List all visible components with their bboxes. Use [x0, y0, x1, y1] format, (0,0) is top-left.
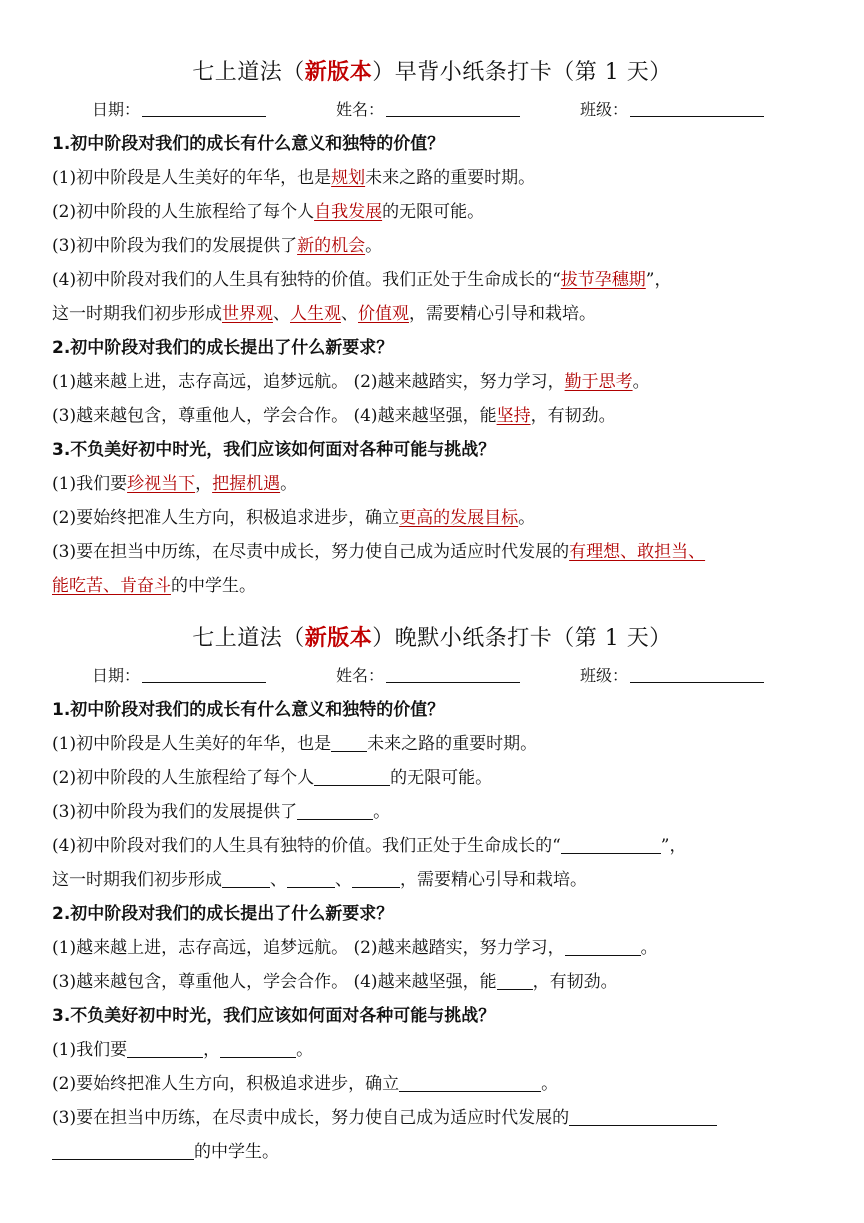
text: (3)要在担当中历练，在尽责中成长，努力使自己成为适应时代发展的: [52, 542, 570, 562]
question-2: 2.初中阶段对我们的成长提出了什么新要求？: [52, 338, 394, 358]
date-blank[interactable]: [142, 96, 266, 117]
fill-blank[interactable]: [287, 869, 335, 888]
text: 。: [541, 1074, 559, 1094]
fill-line: [52, 1101, 814, 1135]
answer-line: [52, 161, 814, 195]
text: 、: [341, 304, 358, 324]
name-label: 姓名：: [336, 666, 385, 685]
text: (1)越来越上进，志存高远，追梦远航。 (2)越来越踏实，努力学习，: [52, 372, 565, 392]
text: (2)初中阶段的人生旅程给了每个人: [52, 768, 315, 788]
text: (2)初中阶段的人生旅程给了每个人: [52, 202, 315, 222]
name-blank[interactable]: [386, 662, 520, 683]
class-field[interactable]: [580, 93, 764, 127]
text: (1)越来越上进，志存高远，追梦远航。 (2)越来越踏实，努力学习，: [52, 938, 565, 958]
text: 、: [273, 304, 290, 324]
text: (1)我们要: [52, 1040, 128, 1060]
text: 的中学生。: [194, 1142, 279, 1162]
key-term: 自我发展: [314, 202, 383, 222]
text: 这一时期我们初步形成: [52, 870, 222, 890]
evening-info-row: [0, 659, 864, 693]
fill-blank[interactable]: [314, 767, 390, 786]
answer-line: [52, 229, 814, 263]
title-suffix: ）晚默小纸条打卡（第 1 天）: [372, 626, 672, 651]
key-term: 规划: [331, 168, 366, 188]
text: ，有韧劲。: [530, 406, 616, 426]
name-field[interactable]: [336, 659, 520, 693]
date-label: 日期：: [92, 100, 141, 119]
fill-line: [52, 1135, 814, 1169]
fill-blank[interactable]: [297, 801, 373, 820]
date-label: 日期：: [92, 666, 141, 685]
class-blank[interactable]: [630, 662, 764, 683]
text: 、: [335, 870, 352, 890]
fill-blank[interactable]: [569, 1107, 717, 1126]
text: (3)要在担当中历练，在尽责中成长，努力使自己成为适应时代发展的: [52, 1108, 570, 1128]
key-term: 把握机遇: [212, 474, 281, 494]
text: 。: [518, 508, 536, 528]
fill-line: [52, 795, 814, 829]
morning-title: [0, 52, 864, 93]
fill-blank[interactable]: [561, 835, 661, 854]
title-highlight: 新版本: [304, 59, 373, 85]
class-blank[interactable]: [630, 96, 764, 117]
fill-blank[interactable]: [331, 733, 367, 752]
title-highlight: 新版本: [304, 625, 373, 651]
date-field[interactable]: [92, 93, 266, 127]
date-blank[interactable]: [142, 662, 266, 683]
fill-line: [52, 761, 814, 795]
class-label: 班级：: [580, 666, 629, 685]
text: (3)初中阶段为我们的发展提供了: [52, 802, 298, 822]
text: (3)越来越包含，尊重他人，学会合作。 (4)越来越坚强，能: [52, 406, 497, 426]
evening-section: [0, 618, 864, 1169]
key-term: 有理想、敢担当、: [569, 542, 706, 562]
fill-blank[interactable]: [352, 869, 400, 888]
question-1: 1.初中阶段对我们的成长有什么意义和独特的价值？: [52, 134, 445, 154]
answer-line: [52, 467, 814, 501]
answer-line: [52, 399, 814, 433]
text: 。: [373, 802, 391, 822]
name-blank[interactable]: [386, 96, 520, 117]
key-term: 新的机会: [297, 236, 366, 256]
question-3: 3.不负美好初中时光，我们应该如何面对各种可能与挑战？: [52, 1006, 496, 1026]
text: 的无限可能。: [382, 202, 485, 222]
fill-blank[interactable]: [52, 1141, 194, 1160]
key-term: 更高的发展目标: [399, 508, 519, 528]
title-prefix: 七上道法（: [192, 626, 305, 651]
fill-blank[interactable]: [565, 937, 641, 956]
key-term: 拔节孕穗期: [560, 270, 646, 290]
text: (2)要始终把准人生方向，积极追求进步，确立: [52, 1074, 400, 1094]
text: 。: [280, 474, 298, 494]
key-term: 能吃苦、肯奋斗: [52, 576, 171, 596]
answer-line: [52, 501, 814, 535]
key-term: 珍视当下: [127, 474, 196, 494]
text: 。: [296, 1040, 314, 1060]
evening-title: [0, 618, 864, 659]
text: ”，: [660, 836, 687, 856]
text: 未来之路的重要时期。: [365, 168, 536, 188]
text: ”，: [645, 270, 672, 290]
answer-line: [52, 195, 814, 229]
fill-line: [52, 965, 814, 999]
text: 、: [270, 870, 287, 890]
text: ，有韧劲。: [532, 972, 618, 992]
fill-blank[interactable]: [399, 1073, 541, 1092]
fill-blank[interactable]: [222, 869, 270, 888]
name-field[interactable]: [336, 93, 520, 127]
answer-line: [52, 365, 814, 399]
fill-line: [52, 1033, 814, 1067]
key-term: 价值观: [358, 304, 409, 324]
text: (1)初中阶段是人生美好的年华，也是: [52, 734, 332, 754]
class-field[interactable]: [580, 659, 764, 693]
question-2: 2.初中阶段对我们的成长提出了什么新要求？: [52, 904, 394, 924]
question-1: 1.初中阶段对我们的成长有什么意义和独特的价值？: [52, 700, 445, 720]
title-prefix: 七上道法（: [192, 60, 305, 85]
text: (1)初中阶段是人生美好的年华，也是: [52, 168, 332, 188]
name-label: 姓名：: [336, 100, 385, 119]
text: (2)要始终把准人生方向，积极追求进步，确立: [52, 508, 400, 528]
key-term: 世界观: [222, 304, 273, 324]
key-term: 坚持: [496, 406, 531, 426]
text: ，需要精心引导和栽培。: [400, 870, 587, 890]
fill-line: [52, 931, 814, 965]
text: (4)初中阶段对我们的人生具有独特的价值。我们正处于生命成长的“: [52, 836, 561, 856]
text: ，: [195, 474, 213, 494]
text: 。: [640, 938, 658, 958]
text: 的中学生。: [171, 576, 256, 596]
fill-line: [52, 1067, 814, 1101]
fill-blank[interactable]: [220, 1039, 296, 1058]
date-field[interactable]: [92, 659, 266, 693]
fill-blank[interactable]: [497, 971, 533, 990]
text: 的无限可能。: [390, 768, 493, 788]
fill-line: [52, 829, 814, 863]
fill-blank[interactable]: [127, 1039, 203, 1058]
text: (1)我们要: [52, 474, 128, 494]
text: 。: [632, 372, 650, 392]
text: 这一时期我们初步形成: [52, 304, 222, 324]
text: (4)初中阶段对我们的人生具有独特的价值。我们正处于生命成长的“: [52, 270, 561, 290]
text: (3)初中阶段为我们的发展提供了: [52, 236, 298, 256]
answer-line: [52, 569, 814, 603]
question-3: 3.不负美好初中时光，我们应该如何面对各种可能与挑战？: [52, 440, 496, 460]
answer-line: [52, 535, 814, 569]
title-suffix: ）早背小纸条打卡（第 1 天）: [372, 60, 672, 85]
morning-section: [0, 52, 864, 603]
text: (3)越来越包含，尊重他人，学会合作。 (4)越来越坚强，能: [52, 972, 497, 992]
answer-line: [52, 263, 814, 297]
fill-line: [52, 727, 814, 761]
answer-line: [52, 297, 814, 331]
text: ，: [203, 1040, 221, 1060]
morning-info-row: [0, 93, 864, 127]
class-label: 班级：: [580, 100, 629, 119]
text: 。: [365, 236, 383, 256]
text: 未来之路的重要时期。: [367, 734, 538, 754]
text: ，需要精心引导和栽培。: [409, 304, 596, 324]
key-term: 勤于思考: [564, 372, 633, 392]
fill-line: [52, 863, 814, 897]
key-term: 人生观: [290, 304, 341, 324]
